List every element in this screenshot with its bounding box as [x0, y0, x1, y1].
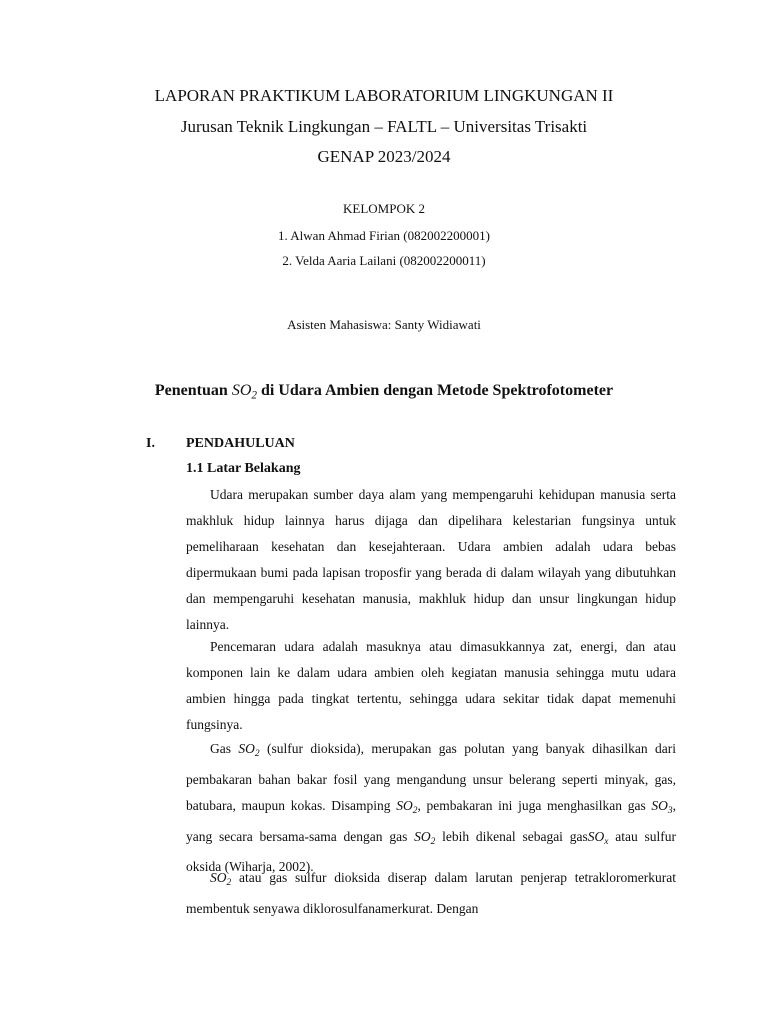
title-suffix: di Udara Ambien dengan Metode Spektrofotometer: [256, 382, 614, 399]
so2-formula: $SO_2$: [396, 797, 418, 816]
section-number: I.: [146, 436, 155, 451]
group-title: KELOMPOK 2: [343, 201, 425, 216]
member-2: 2. Velda Aaria Lailani (082002200011): [282, 253, 486, 268]
subsection-title: 1.1 Latar Belakang: [186, 461, 301, 476]
section-title: PENDAHULUAN: [186, 436, 295, 451]
sox-formula: $SO_x$: [587, 828, 609, 847]
document-title: [0, 382, 768, 401]
paragraph-2: Pencemaran udara adalah masuknya atau dimasukkannya zat, energi, dan atau komponen lain ke dalam udara ambien oleh kegiatan manusia sehingga mutu udara ambien hingga pada tingkat tertentu, sehingga udara sekitar tidak dapat memenuhi fungsinya.: [186, 639, 676, 732]
so2-formula: $SO_2$: [231, 382, 257, 402]
so2-formula: $SO_2$: [238, 741, 260, 759]
so2-formula: $SO_2$: [210, 870, 232, 888]
paragraph-3: Gas $SO_2$ (sulfur dioksida), merupakan gas polutan yang banyak dihasilkan dari pembakaran bahan bakar fosil yang mengandung unsur belerang seperti minyak, gas, batubara, maupun kokas. Disamping $SO_2$, pembakaran ini juga menghasilkan gas $SO_3$, yang secara bersama-sama dengan gas $SO_2$ lebih dikenal sebagai gasSO$_x$ atau sulfur oksida (Wiharja, 2002).: [186, 741, 677, 875]
paragraph-1: Udara merupakan sumber daya alam yang mempengaruhi kehidupan manusia serta makhluk hidup lainnya harus dijaga dan dipelihara kelestarian fungsinya untuk pemeliharaan kesehatan dan kesejahteraan. Udara ambien adalah udara bebas dipermukaan bumi pada lapisan troposfir yang berada di dalam wilayah yang dibutuhkan dan mempengaruhi kesehatan manusia, makhluk hidup dan unsur lingkungan hidup lainnya.: [186, 487, 676, 632]
title-prefix: Penentuan: [154, 382, 232, 399]
report-title: LAPORAN PRAKTIKUM LABORATORIUM LINGKUNGAN II: [154, 86, 614, 105]
paragraph-4: $SO_2$ atau gas sulfur dioksida diserap dalam larutan penjerap tetrakloromerkurat membentuk senyawa diklorosulfanamerkurat. Dengan: [186, 870, 676, 916]
member-1: 1. Alwan Ahmad Firian (082002200001): [278, 228, 490, 243]
so2-formula: $SO_2$: [414, 828, 436, 847]
so3-formula: $SO_3$: [651, 797, 673, 816]
department-line: Jurusan Teknik Lingkungan – FALTL – Universitas Trisakti: [180, 117, 588, 136]
semester-line: GENAP 2023/2024: [317, 147, 451, 166]
assistant-line: Asisten Mahasiswa: Santy Widiawati: [287, 317, 481, 332]
